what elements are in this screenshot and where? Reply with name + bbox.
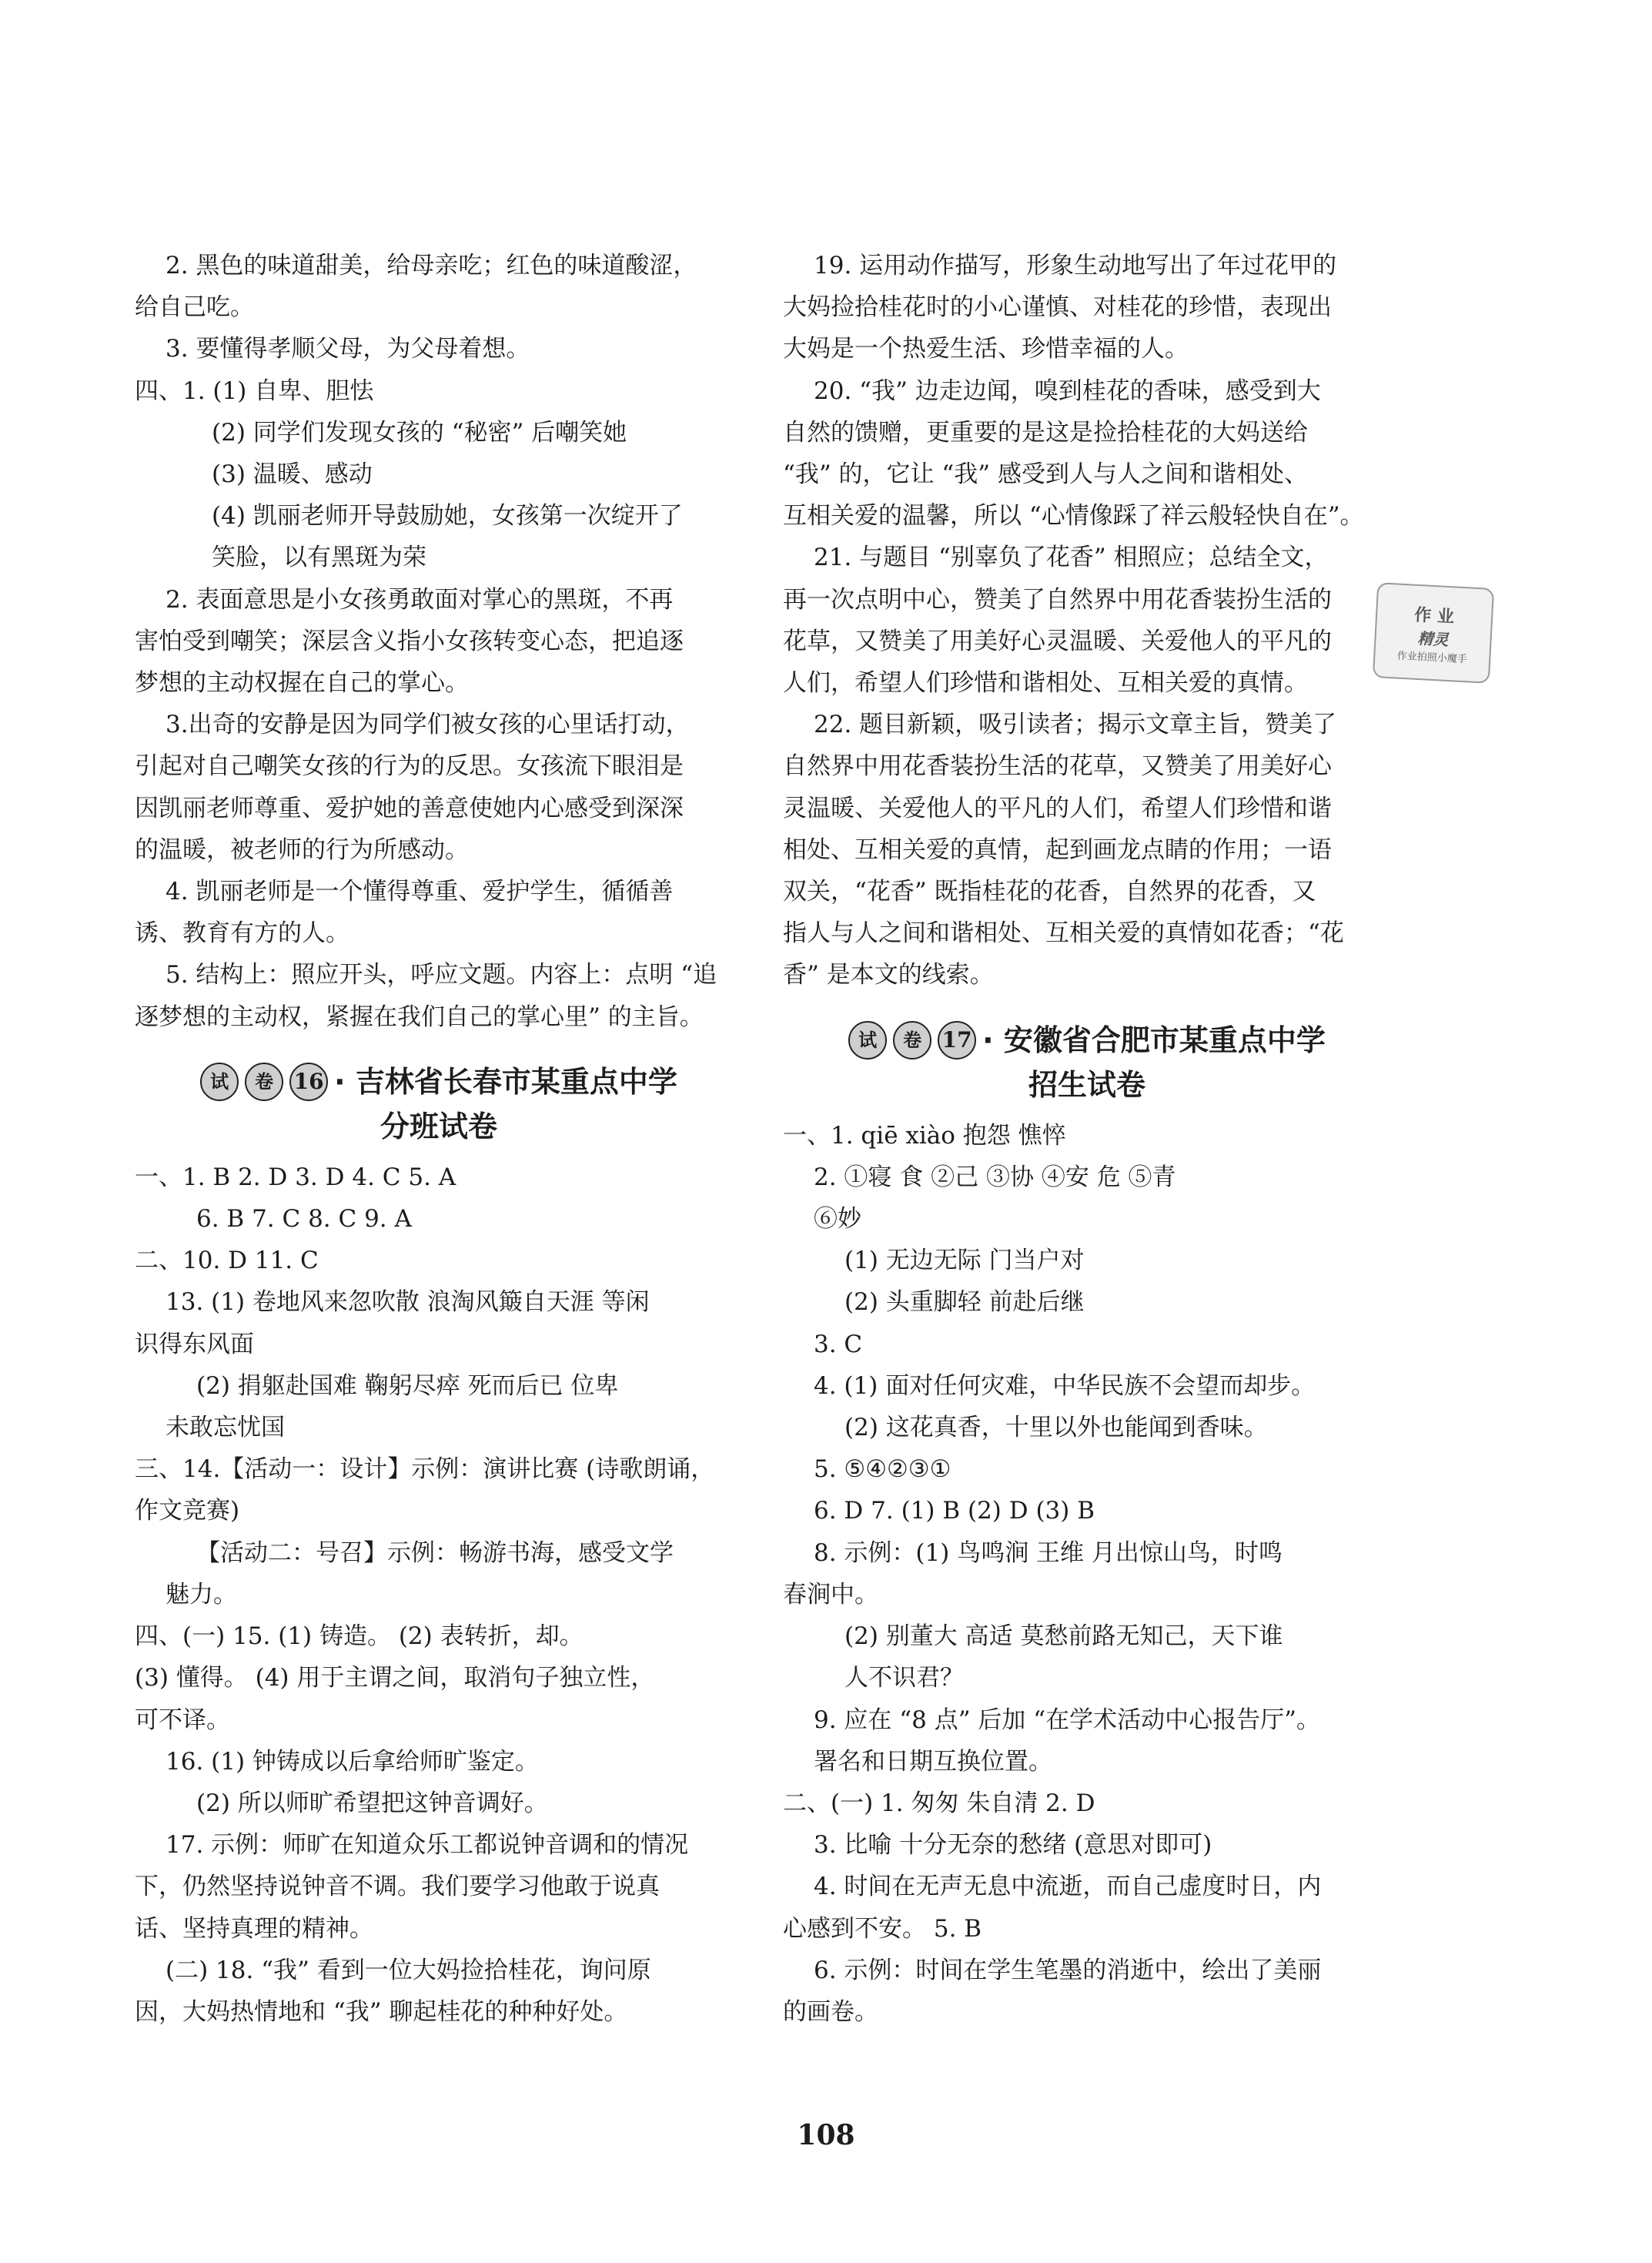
answer-line: 自然界中用花香装扮生活的花草，又赞美了用美好心 bbox=[783, 752, 1332, 781]
answer-line: 可不译。 bbox=[135, 1706, 230, 1734]
answer-line: (4) 凯丽老师开导鼓励她，女孩第一次绽开了 bbox=[212, 502, 683, 531]
answer-line: 人们，希望人们珍惜和谐相处、互相关爱的真情。 bbox=[783, 669, 1308, 698]
answer-line: 诱、教育有方的人。 bbox=[135, 919, 349, 948]
answer-line: 3. C bbox=[814, 1330, 863, 1358]
answer-line: 5. 结构上：照应开头，呼应文题。内容上：点明 “追 bbox=[166, 961, 717, 989]
badge-juan: 卷 bbox=[893, 1021, 931, 1060]
answer-line: (2) 别董大 高适 莫愁前路无知己，天下谁 bbox=[844, 1622, 1283, 1651]
answer-line: 香” 是本文的线索。 bbox=[783, 961, 994, 989]
answer-line: 自然的馈赠，更重要的是这是捡拾桂花的大妈送给 bbox=[783, 418, 1308, 447]
answer-line: 识得东风面 bbox=[135, 1330, 254, 1358]
badge-shi: 试 bbox=[200, 1063, 239, 1101]
answer-line: (3) 温暖、感动 bbox=[212, 460, 373, 489]
answer-line: 的温暖，被老师的行为所感动。 bbox=[135, 835, 469, 864]
answer-line: 21. 与题目 “别辜负了花香” 相照应；总结全文， bbox=[814, 544, 1329, 572]
answer-line: “我” 的，它让 “我” 感受到人与人之间和谐相处、 bbox=[783, 460, 1308, 489]
answer-line: 指人与人之间和谐相处、互相关爱的真情如花香；“花 bbox=[783, 919, 1344, 948]
answer-line: 给自己吃。 bbox=[135, 293, 254, 322]
answer-line: (2) 捐躯赴国难 鞠躬尽瘁 死而后已 位卑 bbox=[196, 1371, 619, 1400]
page-number: 108 bbox=[797, 2119, 855, 2151]
answer-line: 相处、互相关爱的真情，起到画龙点睛的作用；一语 bbox=[783, 835, 1332, 864]
answer-line: 心感到不安。 5. B bbox=[783, 1914, 982, 1943]
answer-line: 四、1. (1) 自卑、胆怯 bbox=[135, 377, 374, 405]
badge-number: 17 bbox=[938, 1021, 976, 1060]
answer-line: 春涧中。 bbox=[783, 1580, 878, 1609]
answer-line: 灵温暖、关爱他人的平凡的人们，希望人们珍惜和谐 bbox=[783, 794, 1332, 822]
answer-line: (二) 18. “我” 看到一位大妈捡拾桂花，询问原 bbox=[166, 1956, 651, 1984]
answer-line: 双关，“花香” 既指桂花的花香，自然界的花香，又 bbox=[783, 878, 1316, 906]
answer-line: 大妈捡拾桂花时的小心谨慎、对桂花的珍惜，表现出 bbox=[783, 293, 1332, 322]
answer-line: 一、1. B 2. D 3. D 4. C 5. A bbox=[135, 1163, 456, 1191]
answer-line: 4. 时间在无声无息中流逝，而自己虚度时日，内 bbox=[814, 1873, 1322, 1901]
answer-line: 作文竞赛) bbox=[135, 1497, 240, 1525]
heading-subtitle: 分班试卷 bbox=[380, 1109, 497, 1143]
answer-line: 4. 凯丽老师是一个懂得尊重、爱护学生，循循善 bbox=[166, 878, 674, 906]
answer-line: ⑥妙 bbox=[814, 1205, 861, 1234]
answer-line: (1) 无边无际 门当户对 bbox=[844, 1247, 1085, 1275]
answer-line: 【活动二：号召】示例：畅游书海，感受文学 bbox=[196, 1538, 674, 1567]
answer-line: (2) 所以师旷希望把这钟音调好。 bbox=[196, 1789, 548, 1817]
answer-line: 害怕受到嘲笑；深层含义指小女孩转变心态，把追逐 bbox=[135, 627, 684, 655]
answer-line: 魅力。 bbox=[166, 1580, 237, 1609]
section-heading-16 bbox=[135, 1060, 743, 1149]
section-heading-17 bbox=[783, 1018, 1391, 1107]
answer-line: 人不识君？ bbox=[844, 1664, 964, 1692]
answer-line: 一、1. qiē xiào 抱怨 憔悴 bbox=[783, 1121, 1066, 1150]
answer-line: 二、10. D 11. C bbox=[135, 1247, 319, 1275]
badge-shi: 试 bbox=[848, 1021, 887, 1060]
left-answers-part1 bbox=[135, 245, 743, 1038]
answer-line: 三、14.【活动一：设计】示例：演讲比赛 (诗歌朗诵， bbox=[135, 1455, 715, 1484]
answer-line: 笑脸，以有黑斑为荣 bbox=[212, 544, 426, 572]
answer-line: 二、(一) 1. 匆匆 朱自清 2. D bbox=[783, 1789, 1095, 1817]
answer-line: (2) 这花真香，十里以外也能闻到香味。 bbox=[844, 1414, 1268, 1442]
answer-line: 署名和日期互换位置。 bbox=[814, 1747, 1052, 1776]
answer-line: 6. B 7. C 8. C 9. A bbox=[196, 1205, 412, 1234]
answer-line: 话、坚持真理的精神。 bbox=[135, 1914, 373, 1943]
answer-line: 9. 应在 “8 点” 后加 “在学术活动中心报告厅”。 bbox=[814, 1706, 1320, 1734]
answer-line: 3.出奇的安静是因为同学们被女孩的心里话打动， bbox=[166, 711, 690, 739]
answer-line: 引起对自己嘲笑女孩的行为的反思。女孩流下眼泪是 bbox=[135, 752, 684, 781]
heading-title: · 安徽省合肥市某重点中学 bbox=[982, 1023, 1326, 1057]
answer-line: 16. (1) 钟铸成以后拿给师旷鉴定。 bbox=[166, 1747, 539, 1776]
answer-line: 2. ①寝 食 ②己 ③协 ④安 危 ⑤青 bbox=[814, 1163, 1176, 1191]
answer-line: (2) 头重脚轻 前赴后继 bbox=[844, 1288, 1085, 1317]
answer-line: 花草，又赞美了用美好心灵温暖、关爱他人的平凡的 bbox=[783, 627, 1332, 655]
answer-line: 逐梦想的主动权，紧握在我们自己的掌心里” 的主旨。 bbox=[135, 1003, 704, 1031]
badge-juan: 卷 bbox=[245, 1063, 283, 1101]
answer-line: 2. 黑色的味道甜美，给母亲吃；红色的味道酸涩， bbox=[166, 252, 697, 280]
answer-line: 17. 示例：师旷在知道众乐工都说钟音调和的情况 bbox=[166, 1831, 689, 1860]
answer-line: 5. ⑤④②③① bbox=[814, 1455, 951, 1484]
answer-line: 3. 比喻 十分无奈的愁绪 (意思对即可) bbox=[814, 1831, 1212, 1860]
answer-line: (3) 懂得。 (4) 用于主谓之间，取消句子独立性， bbox=[135, 1664, 655, 1692]
answer-line: 22. 题目新颖，吸引读者；揭示文章主旨，赞美了 bbox=[814, 711, 1337, 739]
left-answers-part2 bbox=[135, 1157, 743, 2033]
answer-line: (2) 同学们发现女孩的 “秘密” 后嘲笑她 bbox=[212, 418, 627, 447]
stamp-line-2: 精灵 bbox=[1417, 628, 1450, 649]
left-column bbox=[135, 245, 743, 2033]
answer-line: 的画卷。 bbox=[783, 1997, 878, 2026]
stamp-line-1: 作 业 bbox=[1413, 605, 1455, 627]
heading-subtitle: 招生试卷 bbox=[1028, 1067, 1145, 1102]
answer-line: 3. 要懂得孝顺父母，为父母着想。 bbox=[166, 335, 530, 363]
answer-line: 大妈是一个热爱生活、珍惜幸福的人。 bbox=[783, 335, 1189, 363]
answer-line: 6. 示例：时间在学生笔墨的消逝中，绘出了美丽 bbox=[814, 1956, 1322, 1984]
right-answers-part2 bbox=[783, 1115, 1391, 2033]
right-answers-part1 bbox=[783, 245, 1391, 996]
answer-line: 2. 表面意思是小女孩勇敢面对掌心的黑斑，不再 bbox=[166, 585, 674, 614]
answer-line: 再一次点明中心，赞美了自然界中用花香装扮生活的 bbox=[783, 585, 1332, 614]
answer-line: 6. D 7. (1) B (2) D (3) B bbox=[814, 1497, 1095, 1525]
answer-line: 未敢忘忧国 bbox=[166, 1414, 285, 1442]
answer-line: 13. (1) 卷地风来忽吹散 浪淘风簸自天涯 等闲 bbox=[166, 1288, 650, 1317]
heading-title: · 吉林省长春市某重点中学 bbox=[334, 1064, 677, 1099]
answer-line: 8. 示例：(1) 鸟鸣涧 王维 月出惊山鸟，时鸣 bbox=[814, 1538, 1282, 1567]
badge-number: 16 bbox=[289, 1063, 328, 1101]
answer-line: 4. (1) 面对任何灾难，中华民族不会望而却步。 bbox=[814, 1371, 1316, 1400]
answer-line: 互相关爱的温馨，所以 “心情像踩了祥云般轻快自在”。 bbox=[783, 502, 1364, 531]
answer-line: 四、(一) 15. (1) 铸造。 (2) 表转折，却。 bbox=[135, 1622, 584, 1651]
answer-line: 因，大妈热情地和 “我” 聊起桂花的种种好处。 bbox=[135, 1997, 628, 2026]
answer-line: 19. 运用动作描写，形象生动地写出了年过花甲的 bbox=[814, 252, 1337, 280]
answer-line: 因凯丽老师尊重、爱护她的善意使她内心感受到深深 bbox=[135, 794, 684, 822]
right-column bbox=[783, 245, 1391, 2033]
answer-line: 20. “我” 边走边闻，嗅到桂花的香味，感受到大 bbox=[814, 377, 1321, 405]
watermark-stamp bbox=[1373, 582, 1494, 684]
answer-line: 下，仍然坚持说钟音不调。我们要学习他敢于说真 bbox=[135, 1873, 660, 1901]
stamp-line-3: 作业拍照小魔手 bbox=[1396, 650, 1468, 665]
answer-line: 梦想的主动权握在自己的掌心。 bbox=[135, 669, 469, 698]
